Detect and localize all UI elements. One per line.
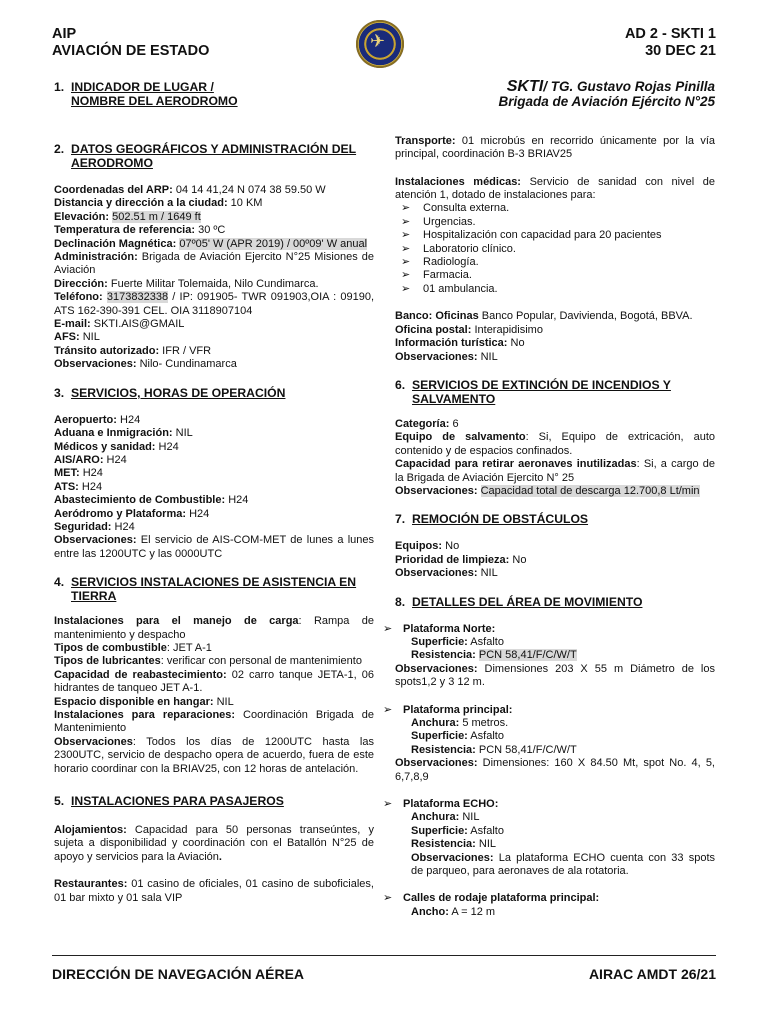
section-7-body: Equipos: No Prioridad de limpieza: No Observaciones: NIL	[395, 540, 527, 580]
medical-list-item: ➢ Radiología.	[395, 256, 715, 269]
section-5-heading: 5. INSTALACIONES PARA PASAJEROS	[54, 794, 284, 809]
section-1-heading: 1. INDICADOR DE LUGAR / NOMBRE DEL AERODROMO	[54, 80, 238, 108]
section-3-heading: 3. SERVICIOS, HORAS DE OPERACIÓN	[54, 385, 286, 400]
medical-list	[395, 202, 715, 296]
header-right	[625, 26, 716, 60]
aerodrome-sub: Brigada de Aviación Ejército N°25	[498, 94, 715, 110]
left-column	[54, 80, 374, 905]
aerodrome-title	[395, 80, 715, 109]
section-2-body: Coordenadas del ARP: 04 14 41,24 N 074 38 59.50 W Distancia y dirección a la ciudad: 10 KM Elevación: 502.51 m / 1649 ft Temperatura de referencia: 30 ºC Declinación Magnética: 07º05' W (APR 2019) / 00º09' W anual Administración: Brigada de Aviación Ejercito N°25 Misiones de Aviación Dirección: Fuerte Militar Tolemaida, Nilo Cundimarca. Teléfono: 3173832338 / IP: 091905- TWR 091903,OIA : 09190, ATS 162-390-391 CEL. OIA 3118907104 E-mail: SKTI.AIS@GMAIL AFS: NIL Tránsito autorizado: IFR / VFR Observaciones: Nilo- Cundinamarca	[54, 184, 374, 371]
medical-list-item: ➢ Laboratorio clínico.	[395, 243, 715, 256]
medical-list-item: ➢ Hospitalización con capacidad para 20 pacientes	[395, 229, 715, 242]
page-footer	[52, 955, 716, 982]
section-6-heading: 6. SERVICIOS DE EXTINCIÓN DE INCENDIOS Y SALVAMENTO	[395, 377, 671, 406]
section-3-body: Aeropuerto: H24 Aduana e Inmigración: NIL Médicos y sanidad: H24 AIS/ARO: H24 MET: H24 ATS: H24 Abastecimiento de Combustible: H24 Aeródromo y Plataforma: H24 Seguridad: H24 Observaciones: El servicio de AIS-COM-MET de lunes a lunes entre las 1200UTC y las 0000UTC	[54, 413, 374, 560]
section-7-heading: 7. REMOCIÓN DE OBSTÁCULOS	[395, 512, 589, 527]
header-aip: AIP	[52, 26, 77, 42]
aerodrome-code: SKTI	[506, 78, 544, 95]
footer-right: AIRAC AMDT 26/21	[588, 966, 716, 982]
aerodrome-name: / TG. Gustavo Rojas Pinilla	[543, 79, 715, 94]
medical-list-item: ➢ Farmacia.	[395, 269, 715, 282]
section-4-body: Instalaciones para el manejo de carga: Rampa de mantenimiento y despacho Tipos de combustible: JET A-1 Tipos de lubricantes: verificar con personal de mantenimiento Capacidad de reabastecimiento: 02 carro tanque JETA-1, 06 hidrantes de tanqueo JET A-1. Espacio disponible en hangar: NIL Instalaciones para reparaciones: Coordinación Brigada de Mantenimiento Observaciones: Todos los días de 1200UTC hasta las 2300UTC, servicio de despacho opera de acuerdo, fuera de este horario coordinar con la BRIAV25, con 12 horas de antelación.	[54, 615, 375, 775]
section-5-body: Alojamientos: Capacidad para 50 personas transeúntes, y sujeta a disponibilidad y coordinación con el Batallón N°25 de apoyo y servicios para la Aviación. Restaurantes: 01 casino de oficiales, 01 casino de suboficiales, 01 bar mixto y 01 sala VIP	[54, 824, 374, 904]
right-column	[395, 80, 715, 919]
medical-list-item: ➢ Consulta externa.	[395, 202, 715, 215]
header-code: AD 2 - SKTI 1	[624, 26, 716, 42]
page-header	[52, 26, 716, 66]
medical-list-item: ➢ Urgencias.	[395, 216, 715, 229]
header-aviacion: AVIACIÓN DE ESTADO	[52, 43, 210, 59]
section-4-heading: 4. SERVICIOS INSTALACIONES DE ASISTENCIA EN TIERRA	[54, 575, 357, 604]
header-left	[52, 26, 209, 60]
header-date: 30 DEC 21	[645, 43, 716, 59]
section-8-body: ➢ Plataforma Norte: Superficie: Asfalto Resistencia: PCN 58,41/F/C/W/T Observaciones: Dimensiones 203 X 55 m Diámetro de los spots1,2 y 3 12 m. ➢ Plataforma principal: Anchura: 5 metros. Superficie: Asfalto Resistencia: PCN 58,41/F/C/W/T Observaciones: Dimensiones: 160 X 84.50 Mt, spot No. 4, 5, 6,7,8,9 ➢ Plataforma ECHO: Anchura: NIL Superficie: Asfalto Resistencia: NIL Observaciones: La plataforma ECHO cuenta con 33 spots de parqueo, para aeronaves de ala rotatoria. ➢ Calles de rodaje plataforma principal: Ancho: A = 12 m	[395, 623, 715, 920]
emblem-logo	[356, 20, 404, 68]
section-2-heading: 2. DATOS GEOGRÁFICOS Y ADMINISTRACIÓN DEL AERODROMO	[54, 142, 357, 170]
section-8-heading: 8. DETALLES DEL ÁREA DE MOVIMIENTO	[395, 594, 643, 609]
footer-left: DIRECCIÓN DE NAVEGACIÓN AÉREA	[52, 966, 305, 982]
section-6-body: Categoría: 6 Equipo de salvamento: Si, Equipo de extricación, auto contenido y de espacios confinados. Capacidad para retirar aeronaves inutilizadas: Si, a cargo de la Brigada de Aviación Ejercito N° 25 Observaciones: Capacidad total de descarga 12.700,8 Lt/min	[395, 417, 715, 497]
medical-list-item: ➢ 01 ambulancia.	[395, 283, 715, 296]
section-5-cont: Transporte: 01 microbús en recorrido únicamente por la vía principal, coordinación B-3 BRIAV25 Instalaciones médicas: Servicio de sanidad con nivel de atención 1, dotado de instalaciones para: ➢ Consulta externa. ➢ Urgencias. ➢ Hospitalización con capacidad para 20 pacientes ➢ Laboratorio clínico. ➢ Radiología. ➢ Farmacia. ➢ 01 ambulancia. Banco: Oficinas Banco Popular, Davivienda, Bogotá, BBVA. Oficina postal: Interapidisimo Información turística: No Observaciones: NIL	[395, 135, 715, 364]
